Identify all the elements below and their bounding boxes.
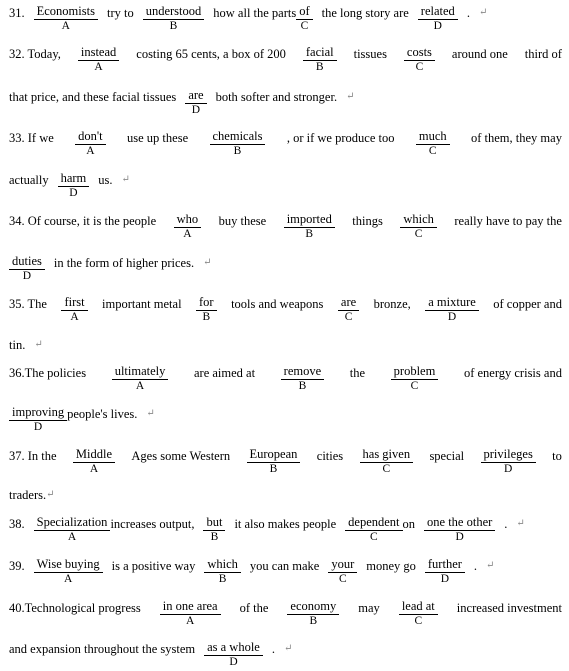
underlined-option <box>247 447 301 475</box>
sentence-fragment: 40.Technological progress <box>9 601 141 615</box>
option-text: but <box>203 515 225 531</box>
sentence-fragment: of copper and <box>493 297 562 311</box>
sentence-fragment: of the <box>239 601 269 615</box>
option-letter: B <box>298 380 307 392</box>
sentence-fragment: the <box>349 366 366 380</box>
text-line <box>9 338 562 364</box>
text-line <box>9 171 562 199</box>
option-letter: D <box>229 656 238 668</box>
option-letter: A <box>183 228 192 240</box>
option-text: duties <box>9 254 45 270</box>
underlined-option <box>34 4 98 32</box>
text-line <box>9 254 562 282</box>
option-letter: B <box>315 61 324 73</box>
underlined-option <box>9 405 67 433</box>
option-text: your <box>328 557 357 573</box>
underlined-option <box>34 515 111 543</box>
sentence-fragment: how all the parts <box>213 6 297 20</box>
sentence-fragment: costing 65 cents, a box of 200 <box>136 47 286 61</box>
option-text: lead at <box>399 599 438 615</box>
sentence-fragment: important metal <box>102 297 182 311</box>
option-text: dependent <box>345 515 402 531</box>
option-letter: D <box>440 573 450 585</box>
option-text: of <box>296 4 312 20</box>
option-text: related <box>418 4 458 20</box>
sentence-fragment: 31. <box>9 6 25 20</box>
underlined-option <box>360 447 414 475</box>
sentence-fragment: traders. <box>9 488 47 502</box>
sentence-fragment: both softer and stronger. <box>215 90 338 104</box>
option-letter: B <box>210 531 219 543</box>
underlined-option <box>196 295 217 323</box>
sentence-fragment: try to <box>106 6 134 20</box>
option-text: who <box>174 212 202 228</box>
option-letter: A <box>86 145 95 157</box>
paragraph-return-icon: ↵ <box>146 408 155 419</box>
sentence-fragment: 32. Today, <box>9 47 61 61</box>
underlined-option <box>425 295 479 323</box>
option-letter: B <box>169 20 178 32</box>
option-letter: C <box>414 615 423 627</box>
underlined-option <box>204 640 263 668</box>
option-text: economy <box>287 599 339 615</box>
sentence-fragment: 37. In the <box>9 449 57 463</box>
option-text: remove <box>281 364 324 380</box>
underlined-option <box>404 45 435 73</box>
option-text: costs <box>404 45 435 61</box>
underlined-option <box>400 212 437 240</box>
sentence-fragment: in the form of higher prices. <box>53 256 195 270</box>
sentence-fragment: the long story are <box>321 6 409 20</box>
underlined-option <box>61 295 87 323</box>
option-letter: A <box>89 463 99 475</box>
option-letter: A <box>67 531 77 543</box>
underlined-option <box>174 212 202 240</box>
sentence-fragment: of energy crisis and <box>463 366 562 380</box>
sentence-fragment: are aimed at <box>193 366 256 380</box>
option-letter: A <box>135 380 145 392</box>
sentence-fragment: . <box>466 6 470 20</box>
option-text: has given <box>360 447 414 463</box>
option-text: much <box>416 129 450 145</box>
underlined-option <box>143 4 205 32</box>
text-line <box>9 364 562 392</box>
paragraph-return-icon: ↵ <box>486 560 495 571</box>
option-letter: C <box>370 531 378 543</box>
paragraph-return-icon: ↵ <box>346 91 355 102</box>
underlined-option <box>73 447 115 475</box>
sentence-fragment: money go <box>366 559 416 573</box>
option-letter: D <box>433 20 442 32</box>
option-letter: A <box>186 615 195 627</box>
sentence-fragment: it also makes people <box>234 517 337 531</box>
text-line <box>9 488 562 514</box>
underlined-option <box>391 364 439 392</box>
text-line <box>9 4 562 32</box>
option-letter: D <box>504 463 513 475</box>
sentence-fragment: special <box>429 449 465 463</box>
paragraph-return-icon: ↵ <box>516 518 525 529</box>
sentence-fragment: 38. <box>9 517 25 531</box>
sentence-fragment: tin. <box>9 338 26 352</box>
underlined-option <box>481 447 536 475</box>
text-line <box>9 405 562 433</box>
option-letter: A <box>63 573 73 585</box>
option-text: problem <box>391 364 439 380</box>
sentence-fragment: of them, they may <box>471 131 562 145</box>
text-line <box>9 447 562 475</box>
option-text: one the other <box>424 515 495 531</box>
option-letter: C <box>414 228 423 240</box>
option-text: Specialization <box>34 515 111 531</box>
sentence-fragment: things <box>352 214 383 228</box>
option-text: chemicals <box>210 129 266 145</box>
sentence-fragment: 34. Of course, it is the people <box>9 214 157 228</box>
option-letter: C <box>300 20 309 32</box>
text-line <box>9 640 562 668</box>
sentence-fragment: increases output, <box>110 517 195 531</box>
underlined-option <box>58 171 90 199</box>
option-text: which <box>204 557 241 573</box>
sentence-fragment: tools and weapons <box>231 297 324 311</box>
option-text: Economists <box>34 4 98 20</box>
underlined-option <box>9 254 45 282</box>
sentence-fragment: you can make <box>249 559 320 573</box>
option-letter: D <box>33 421 43 433</box>
option-letter: D <box>191 104 201 116</box>
option-text: instead <box>78 45 119 61</box>
option-text: in one area <box>160 599 221 615</box>
option-text: are <box>338 295 359 311</box>
text-line <box>9 295 562 323</box>
option-text: European <box>247 447 301 463</box>
option-text: understood <box>143 4 205 20</box>
sentence-fragment: . <box>504 517 508 531</box>
underlined-option <box>203 515 225 543</box>
option-text: don't <box>75 129 105 145</box>
option-letter: C <box>428 145 437 157</box>
option-text: imported <box>284 212 335 228</box>
sentence-fragment: buy these <box>218 214 267 228</box>
text-line <box>9 129 562 157</box>
sentence-fragment: and expansion throughout the system <box>9 642 196 656</box>
sentence-fragment: increased investment <box>456 601 562 615</box>
underlined-option <box>418 4 458 32</box>
paragraph-return-icon: ↵ <box>283 643 293 654</box>
option-text: Middle <box>73 447 115 463</box>
paragraph-return-icon: ↵ <box>34 339 43 350</box>
option-text: Wise buying <box>34 557 103 573</box>
sentence-fragment: bronze, <box>373 297 411 311</box>
underlined-option <box>34 557 103 585</box>
sentence-fragment: on <box>402 517 416 531</box>
option-letter: B <box>218 573 227 585</box>
option-letter: C <box>338 573 347 585</box>
option-letter: C <box>410 380 419 392</box>
option-text: privileges <box>481 447 536 463</box>
underlined-option <box>75 129 105 157</box>
option-text: a mixture <box>425 295 479 311</box>
paragraph-return-icon: ↵ <box>478 7 488 18</box>
underlined-option <box>424 515 495 543</box>
text-line <box>9 515 562 543</box>
paragraph-return-icon: ↵ <box>121 174 130 185</box>
underlined-option <box>416 129 450 157</box>
sentence-fragment: actually <box>9 173 49 187</box>
option-letter: A <box>61 20 70 32</box>
sentence-fragment: to <box>552 449 562 463</box>
sentence-fragment: 33. If we <box>9 131 54 145</box>
sentence-fragment: . <box>473 559 478 573</box>
sentence-fragment: 35. The <box>9 297 47 311</box>
text-line <box>9 45 562 73</box>
underlined-option <box>425 557 465 585</box>
option-letter: C <box>382 463 391 475</box>
sentence-fragment: really have to pay the <box>454 214 562 228</box>
underlined-option <box>399 599 438 627</box>
sentence-fragment: people's lives. <box>67 407 138 421</box>
option-text: facial <box>303 45 337 61</box>
sentence-fragment: that price, and these facial tissues <box>9 90 177 104</box>
option-letter: A <box>70 311 79 323</box>
sentence-fragment: around one <box>451 47 508 61</box>
underlined-option <box>284 212 335 240</box>
underlined-option <box>185 88 206 116</box>
option-letter: C <box>415 61 424 73</box>
underlined-option <box>210 129 266 157</box>
sentence-fragment: use up these <box>127 131 189 145</box>
option-text: as a whole <box>204 640 263 656</box>
underlined-option <box>112 364 169 392</box>
option-text: for <box>196 295 217 311</box>
underlined-option <box>338 295 359 323</box>
underlined-option <box>328 557 357 585</box>
sentence-fragment: us. <box>98 173 113 187</box>
option-text: harm <box>58 171 90 187</box>
sentence-fragment: 39. <box>9 559 25 573</box>
option-letter: D <box>455 531 464 543</box>
option-text: further <box>425 557 465 573</box>
paragraph-return-icon: ↵ <box>46 489 55 500</box>
option-text: ultimately <box>112 364 169 380</box>
underlined-option <box>78 45 119 73</box>
text-line <box>9 599 562 627</box>
option-letter: B <box>309 615 318 627</box>
sentence-fragment: is a positive way <box>111 559 196 573</box>
option-letter: D <box>69 187 78 199</box>
underlined-option <box>281 364 324 392</box>
sentence-fragment: , or if we produce too <box>286 131 395 145</box>
underlined-option <box>287 599 339 627</box>
text-line <box>9 557 562 585</box>
sentence-fragment: . <box>271 642 275 656</box>
option-text: improving <box>9 405 67 421</box>
option-text: are <box>185 88 206 104</box>
sentence-fragment: third of <box>524 47 562 61</box>
option-letter: C <box>344 311 353 323</box>
option-letter: B <box>305 228 314 240</box>
underlined-option <box>345 515 402 543</box>
paragraph-return-icon: ↵ <box>203 257 212 268</box>
underlined-option <box>160 599 221 627</box>
option-letter: B <box>269 463 278 475</box>
option-letter: B <box>233 145 242 157</box>
sentence-fragment: may <box>358 601 380 615</box>
text-line <box>9 212 562 240</box>
underlined-option <box>303 45 337 73</box>
sentence-fragment: Ages some Western <box>131 449 231 463</box>
option-letter: D <box>22 270 32 282</box>
option-text: first <box>61 295 87 311</box>
underlined-option <box>296 4 312 32</box>
sentence-fragment: tissues <box>353 47 387 61</box>
option-letter: A <box>94 61 103 73</box>
option-letter: B <box>202 311 211 323</box>
sentence-fragment: cities <box>316 449 344 463</box>
option-text: which <box>400 212 437 228</box>
underlined-option <box>204 557 241 585</box>
sentence-fragment: 36.The policies <box>9 366 87 380</box>
text-line <box>9 88 562 116</box>
option-letter: D <box>447 311 457 323</box>
